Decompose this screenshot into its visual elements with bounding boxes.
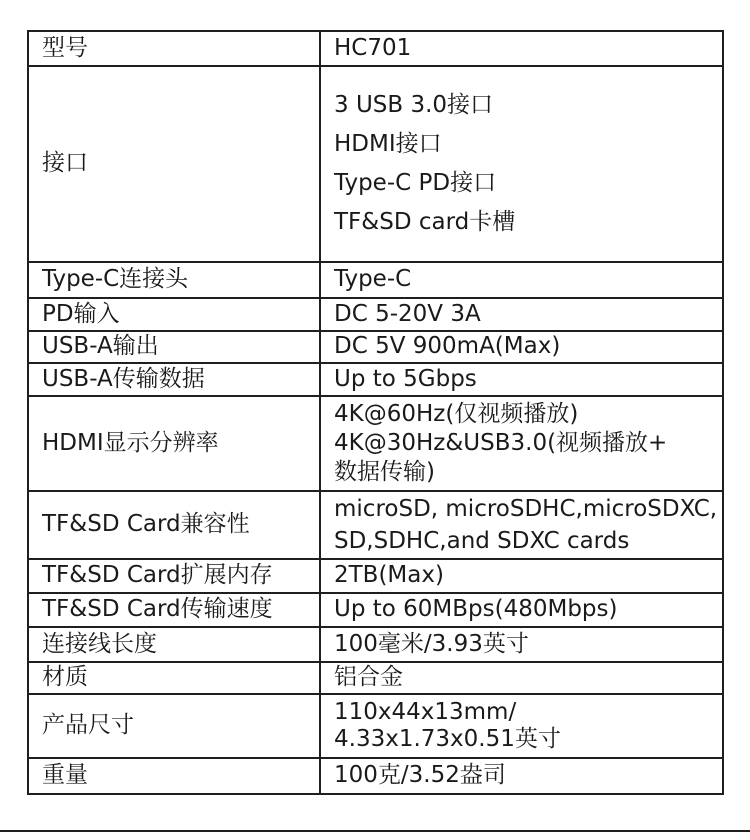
spec-value bbox=[320, 363, 723, 396]
spec-value-line: 数据传输) bbox=[334, 459, 435, 485]
spec-row-connector bbox=[28, 262, 723, 298]
spec-value-line: DC 5-20V 3A bbox=[334, 300, 481, 327]
spec-value bbox=[320, 396, 723, 491]
spec-value-line: 100毫米/3.93英寸 bbox=[334, 630, 529, 657]
spec-value bbox=[320, 758, 723, 794]
spec-value-line: Up to 60MBps(480Mbps) bbox=[334, 596, 618, 623]
spec-value bbox=[320, 31, 723, 66]
spec-value-line: 2TB(Max) bbox=[334, 562, 444, 589]
spec-value-line: Up to 5Gbps bbox=[334, 365, 477, 392]
spec-row-card-compat bbox=[28, 491, 723, 559]
spec-label: 材质 bbox=[28, 662, 320, 694]
spec-row-pd-input bbox=[28, 298, 723, 331]
spec-value bbox=[320, 66, 723, 262]
spec-label: 产品尺寸 bbox=[28, 694, 320, 758]
spec-row-usb-data bbox=[28, 363, 723, 396]
spec-label: HDMI显示分辨率 bbox=[28, 396, 320, 491]
spec-label: Type-C连接头 bbox=[28, 262, 320, 298]
spec-row-material bbox=[28, 662, 723, 694]
spec-label: TF&SD Card扩展内存 bbox=[28, 559, 320, 593]
spec-value-line: HDMI接口 bbox=[334, 131, 442, 157]
spec-value bbox=[320, 694, 723, 758]
spec-value-line: SD,SDHC,and SDXC cards bbox=[334, 528, 630, 554]
spec-value bbox=[320, 593, 723, 627]
spec-value-line: 110x44x13mm/ bbox=[334, 699, 517, 725]
bottom-divider bbox=[0, 830, 750, 832]
spec-value bbox=[320, 262, 723, 298]
spec-value-line: 3 USB 3.0接口 bbox=[334, 92, 494, 118]
spec-row-weight bbox=[28, 758, 723, 794]
spec-value-line: HC701 bbox=[334, 34, 412, 61]
spec-table bbox=[27, 30, 724, 795]
spec-row-card-speed bbox=[28, 593, 723, 627]
spec-label: 型号 bbox=[28, 31, 320, 66]
spec-value-line: 4K@30Hz&USB3.0(视频播放+ bbox=[334, 430, 668, 456]
spec-value-line: Type-C bbox=[334, 266, 412, 293]
spec-value bbox=[320, 331, 723, 363]
spec-row-model bbox=[28, 31, 723, 66]
spec-value bbox=[320, 491, 723, 559]
spec-label: USB-A传输数据 bbox=[28, 363, 320, 396]
spec-label: 重量 bbox=[28, 758, 320, 794]
spec-value-line: 4K@60Hz(仅视频播放) bbox=[334, 401, 579, 427]
spec-value-line: microSD, microSDHC,microSDXC, bbox=[334, 496, 718, 522]
spec-value bbox=[320, 559, 723, 593]
spec-value-line: 4.33x1.73x0.51英寸 bbox=[334, 726, 561, 752]
spec-row-ports bbox=[28, 66, 723, 262]
spec-label: PD输入 bbox=[28, 298, 320, 331]
spec-value bbox=[320, 627, 723, 662]
spec-row-cable-length bbox=[28, 627, 723, 662]
spec-row-dimensions bbox=[28, 694, 723, 758]
spec-label: TF&SD Card传输速度 bbox=[28, 593, 320, 627]
spec-value-line: 铝合金 bbox=[334, 664, 403, 691]
spec-value bbox=[320, 662, 723, 694]
spec-label: 连接线长度 bbox=[28, 627, 320, 662]
spec-row-card-capacity bbox=[28, 559, 723, 593]
spec-value bbox=[320, 298, 723, 331]
spec-value-line: 100克/3.52盎司 bbox=[334, 762, 506, 789]
spec-label: TF&SD Card兼容性 bbox=[28, 491, 320, 559]
spec-row-usb-output bbox=[28, 331, 723, 363]
spec-label: 接口 bbox=[28, 66, 320, 262]
spec-value-line: Type-C PD接口 bbox=[334, 170, 497, 196]
spec-value-line: DC 5V 900mA(Max) bbox=[334, 333, 561, 360]
spec-label: USB-A输出 bbox=[28, 331, 320, 363]
spec-value-line: TF&SD card卡槽 bbox=[334, 209, 516, 235]
spec-row-hdmi-resolution bbox=[28, 396, 723, 491]
